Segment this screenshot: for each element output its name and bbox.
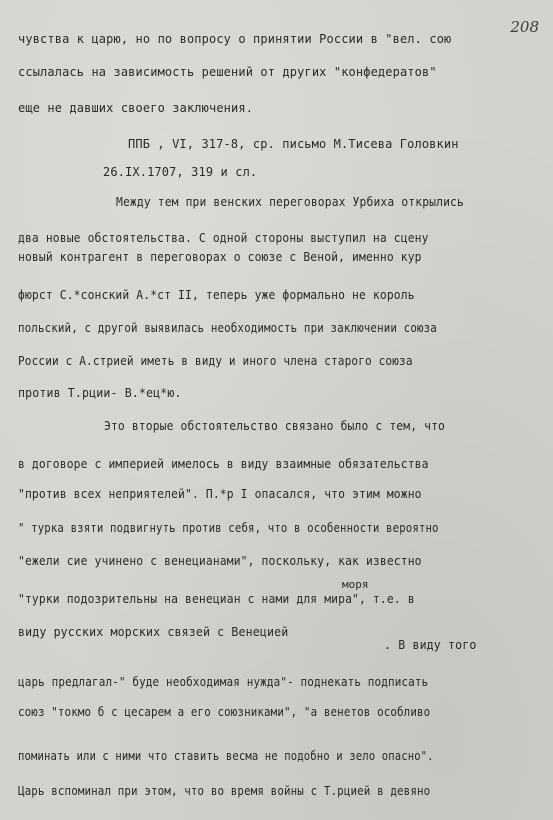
text-line-14: в договоре с империей имелось в виду взаимные обязательства: [18, 456, 429, 471]
text-line-7: два новые обстоятельства. С одной стороны выступил на сцену: [18, 230, 429, 245]
text-line-8: новый контрагент в переговорах о союзе с Веной, именно кур: [18, 249, 422, 264]
text-line-2: ссылалась на зависимость решений от других "конфедератов": [18, 64, 437, 79]
text-line-22: союз "токмо б с цесарем а его союзниками", "а венетов особливо: [18, 704, 431, 719]
text-line-12: против Т.рции- В.*ец*ю.: [18, 385, 182, 400]
text-line-11: России с А.стрией иметь в виду и иного члена старого союза: [18, 353, 413, 368]
text-line-13: Это вторые обстоятельство связано было с тем, что: [104, 418, 445, 433]
text-line-6: Между тем при венских переговорах Урбиха открылись: [116, 194, 464, 209]
text-line-5: 26.IX.1707, 319 и сл.: [103, 164, 258, 179]
text-line-21: царь предлагал-" буде необходимая нужда"- поднекать подписать: [18, 674, 429, 689]
text-line-10: польский, с другой выявилась необходимость при заключении союза: [18, 320, 437, 335]
page-number: 208: [510, 18, 539, 36]
text-line-3: еще не давших своего заключения.: [18, 100, 254, 115]
text-line-9: фюрст С.*сонский А.*ст II, теперь уже формально не король: [18, 287, 415, 302]
text-line-20: . В виду того: [384, 637, 477, 652]
text-line-17: "ежели сие учинено с венецианами", поскольку, как известно: [18, 553, 422, 568]
text-line-16: " турка взяти подвигнуть против себя, что в особенности вероятно: [18, 520, 439, 535]
text-line-24: Царь вспоминал при этом, что во время войны с Т.рцией в девяно: [18, 783, 431, 798]
text-line-18: "турки подозрительны на венециан с нами для мира", т.е. в: [18, 591, 415, 606]
text-line-15: "против всех неприятелей". П.*р I опасался, что этим можно: [18, 486, 422, 501]
text-line-19: виду русских морских связей с Венецией: [18, 624, 289, 639]
text-line-4: ППБ , VI, 317-8, ср. письмо М.Тисева Головкин: [128, 136, 459, 151]
text-line-23: поминать или с ними что ставить весма не подобно и зело опасно".: [18, 748, 434, 763]
text-line-1: чувства к царю, но по вопросу о принятии России в "вел. сою: [18, 31, 452, 46]
handwritten-insert: моря: [342, 578, 369, 591]
